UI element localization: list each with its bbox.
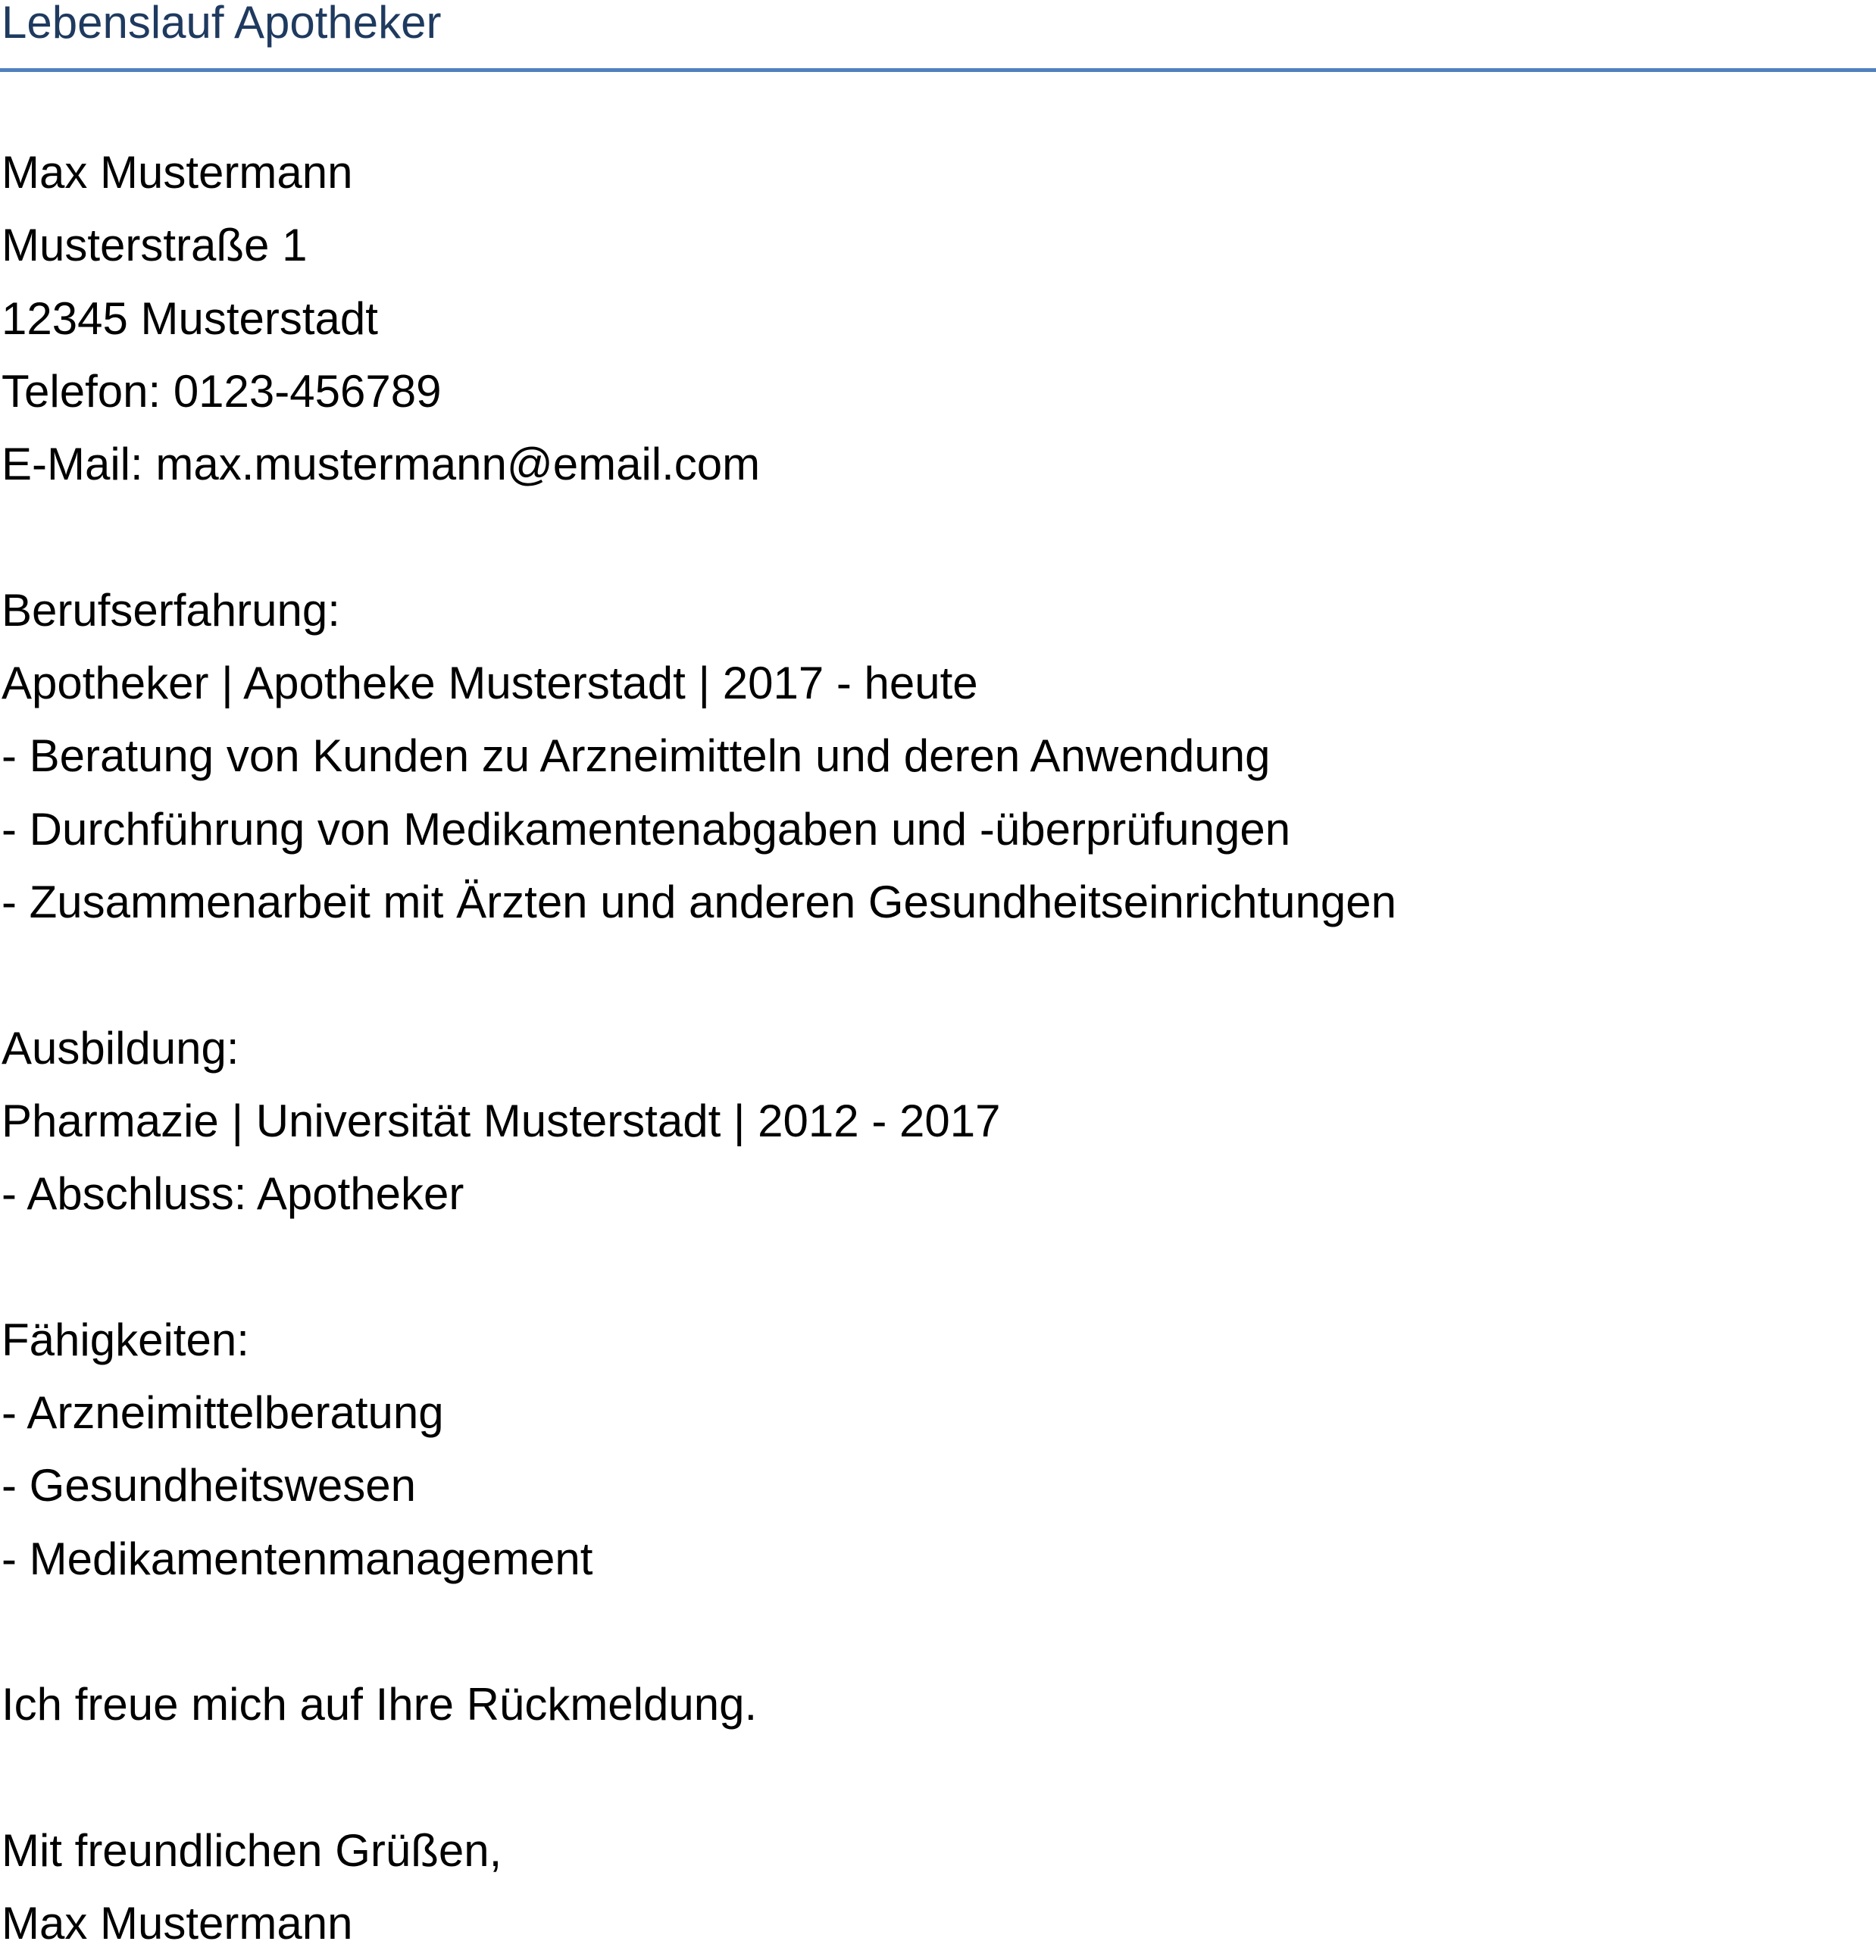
experience-item: - Beratung von Kunden zu Arzneimitteln und deren Anwendung (2, 730, 1271, 782)
contact-city: 12345 Musterstadt (2, 292, 378, 344)
closing-statement: Ich freue mich auf Ihre Rückmeldung. (2, 1679, 758, 1730)
experience-section (2, 574, 1865, 939)
experience-item: - Durchführung von Medikamentenabgaben und -überprüfungen (2, 803, 1291, 855)
contact-phone: Telefon: 0123-456789 (2, 365, 442, 417)
signature-name: Max Mustermann (2, 1898, 353, 1949)
experience-item: - Zusammenarbeit mit Ärzten und anderen Gesundheitseinrichtungen (2, 876, 1397, 927)
contact-name: Max Mustermann (2, 147, 353, 198)
closing-salutation: Mit freundlichen Grüßen, (2, 1824, 502, 1876)
blank-line (2, 501, 1865, 574)
education-entry: Pharmazie | Universität Musterstadt | 2012 - 2017 (2, 1095, 1001, 1146)
document-body (2, 136, 1865, 1960)
skill-item: - Gesundheitswesen (2, 1460, 416, 1511)
skills-heading: Fähigkeiten: (2, 1314, 249, 1365)
blank-line (2, 1742, 1865, 1815)
contact-street: Musterstraße 1 (2, 220, 308, 271)
blank-line (2, 1596, 1865, 1668)
experience-heading: Berufserfahrung: (2, 584, 340, 636)
title-underline-rule (0, 68, 1876, 72)
experience-position: Apotheker | Apotheke Musterstadt | 2017 - heute (2, 658, 978, 709)
education-item: - Abschluss: Apotheker (2, 1168, 464, 1220)
blank-line (2, 939, 1865, 1011)
document-title: Lebenslauf Apotheker (2, 0, 442, 48)
closing-section (2, 1668, 1865, 1960)
education-heading: Ausbildung: (2, 1022, 239, 1074)
skill-item: - Medikamentenmanagement (2, 1533, 593, 1584)
skills-section (2, 1304, 1865, 1596)
contact-email: E-Mail: max.mustermann@email.com (2, 439, 761, 490)
blank-line (2, 1230, 1865, 1303)
education-section (2, 1012, 1865, 1231)
skill-item: - Arzneimittelberatung (2, 1387, 444, 1439)
contact-block (2, 136, 1865, 501)
